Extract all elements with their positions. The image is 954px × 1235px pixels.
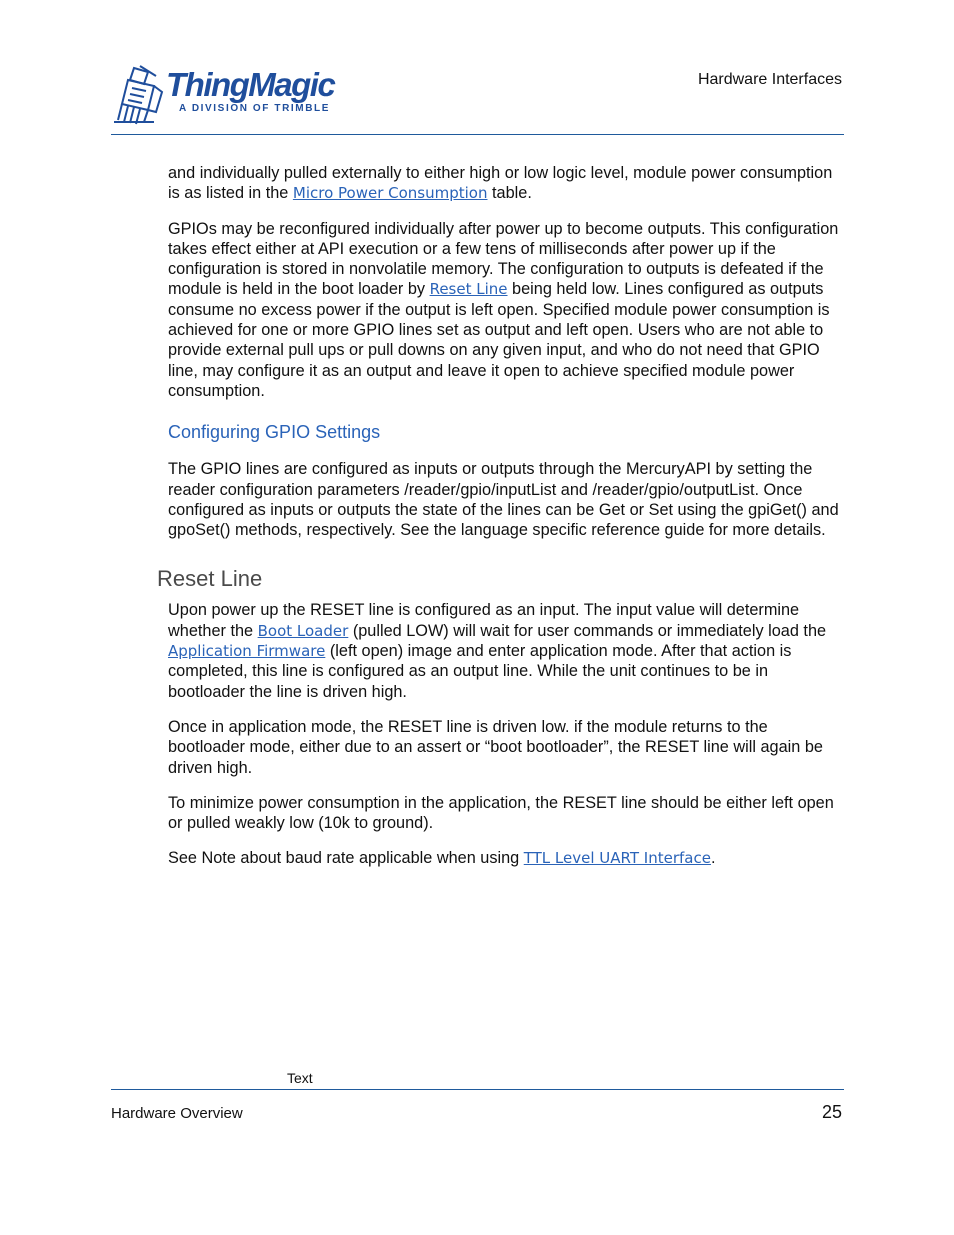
- footer-rule: [111, 1089, 844, 1090]
- paragraph-application-mode: Once in application mode, the RESET line is driven low. if the module returns to the bootloader mode, either due to an assert or “boot bootloader”, the RESET line will again be driven high.: [168, 717, 823, 777]
- subheading-configuring-gpio: Configuring GPIO Settings: [168, 422, 381, 443]
- heading-reset-line: Reset Line: [157, 566, 263, 592]
- link-micro-power-consumption[interactable]: Micro Power Consumption: [292, 184, 488, 203]
- paragraph-text: table.: [487, 184, 532, 203]
- paragraph-baud-note: [168, 848, 844, 868]
- link-boot-loader[interactable]: Boot Loader: [257, 621, 349, 640]
- page-content: [157, 163, 844, 884]
- paragraph-text: Upon power up the RESET line is configured as an input. The input value will determine whether the: [168, 601, 800, 640]
- link-application-firmware[interactable]: Application Firmware: [168, 642, 326, 661]
- paragraph-gpio-outputs: [168, 219, 844, 402]
- paragraph-text: (left open) image and enter application mode. After that action is completed, this line is configured as an output line. While the unit continues to be in bootloader the line is driven high.: [168, 642, 792, 701]
- paragraph-text: GPIOs may be reconfigured individually after power up to become outputs. This configuration takes effect either at API execution or a few tens of milliseconds after power up if the configuration is stored in nonvolatile memory. The configuration to outputs is defeated if the module is held in the boot loader by: [168, 219, 839, 299]
- header-rule: [111, 134, 844, 135]
- logo-mark-icon: [114, 62, 170, 126]
- paragraph-text: (pulled LOW) will wait for user commands or immediately load the: [348, 621, 827, 640]
- link-reset-line[interactable]: Reset Line: [429, 280, 508, 299]
- paragraph-text: See Note about baud rate applicable when using: [168, 849, 524, 868]
- paragraph-power-consumption: [168, 163, 844, 204]
- footer-title: Hardware Overview: [111, 1105, 243, 1122]
- paragraph-minimize-power: To minimize power consumption in the application, the RESET line should be either left open or pulled weakly low (10k to ground).: [168, 793, 834, 833]
- logo-tagline: A DIVISION OF TRIMBLE: [179, 103, 331, 114]
- page-number: 25: [821, 1102, 842, 1122]
- paragraph-text: and individually pulled externally to either high or low logic level, module power consumption is as listed in the: [168, 164, 833, 203]
- paragraph-reset-power-up: [168, 600, 844, 701]
- running-header: Hardware Interfaces: [697, 71, 842, 88]
- paragraph-text: .: [710, 849, 716, 868]
- link-ttl-level-uart[interactable]: TTL Level UART Interface: [523, 849, 711, 868]
- paragraph-text: being held low. Lines configured as outputs consume no excess power if the output is left open. Specified module power consumption is achieved for one or more GPIO lines set as output and left open. Users who are not able to provide external pull ups or pull downs on any given input, and who do not need that GPIO line, may configure it as an output and leave it open to achieve specified module power consumption.: [168, 280, 830, 400]
- footer-marker: Text: [287, 1070, 313, 1086]
- logo-wordmark: ThingMagic: [166, 66, 335, 103]
- thingmagic-logo: [114, 62, 334, 126]
- paragraph-gpio-config: The GPIO lines are configured as inputs or outputs through the MercuryAPI by setting the reader configuration parameters /reader/gpio/inputList and /reader/gpio/outputList. Once configured as inputs or outputs the state of the lines can be Get or Set using the gpiGet() and gpoSet() methods, respectively. See the language specific reference guide for more details.: [168, 460, 839, 540]
